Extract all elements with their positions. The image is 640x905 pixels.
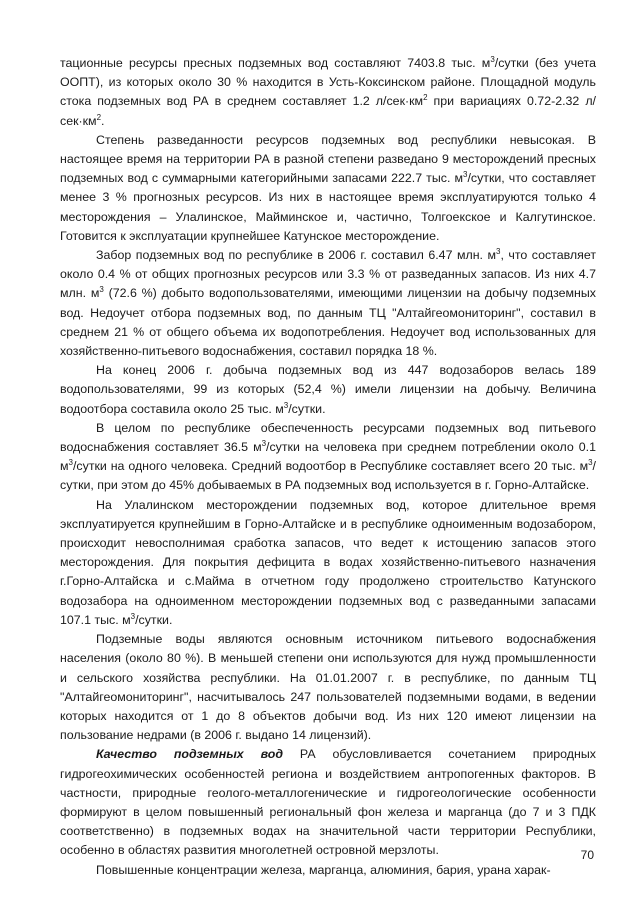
paragraph-4 xyxy=(60,361,596,419)
paragraph-text: при вариациях 0.72-2.32 л/сек·км xyxy=(60,94,596,128)
paragraph-2 xyxy=(60,131,596,246)
paragraph-text: (72.6 %) добыто водопользователями, имеющими лицензии на добычу подземных вод. Недоучет отбора подземных вод, по данным ТЦ "Алтайгеомониторинг", составил в среднем 21 % от общего объема их водопотребления. Недоучет вод использованных для хозяйственно-питьевого водоснабжения, составил порядка 18 %. xyxy=(60,286,596,359)
paragraph-text: , что составляет около 0.4 % от общих прогнозных ресурсов или 3.3 % от разведанных запасов. Из них 4.7 млн. м xyxy=(60,248,596,301)
paragraph-7 xyxy=(60,630,596,745)
paragraph-text: /сутки на одного человека. Средний водоотбор в Республике составляет всего 20 тыс. м xyxy=(72,459,589,474)
paragraph-text: На Улалинском месторождении подземных вод, которое длительное время эксплуатируется крупнейшим в Горно-Алтайске и в республике одноименным водозабором, происходит невосполнимая сработка запасов, что ведет к истощению запасов этого месторождения. Для покрытия дефицита в водах хозяйственно-питьевого назначения г.Горно-Алтайска и с.Майма в отчетном году продолжено строительство Катунского водозабора на одноименном месторождении подземных вод с разведанными запасами 107.1 тыс. м xyxy=(60,497,596,627)
superscript: 2 xyxy=(423,93,428,103)
paragraph-text: Повышенные концентрации железа, марганца, алюминия, бария, урана харак- xyxy=(96,862,551,877)
paragraph-text: /сутки, при этом до 45% добываемых в РА подземных вод используется в г. Горно-Алтайске. xyxy=(60,459,596,493)
superscript: 3 xyxy=(283,400,289,410)
paragraph-text: /сутки. xyxy=(135,612,173,627)
superscript: 3 xyxy=(588,458,593,468)
section-heading-inline: Качество подземных вод xyxy=(96,747,283,762)
paragraph-text: РА обусловливается сочетанием природных гидрогеохимических особенностей региона и воздействием антропогенных факторов. В частности, природные геолого-металлогенические и гидрогеологические особенности формируют в целом повышенный региональный фон железа и марганца (до 7 и 3 ПДК соответственно) в подземных водах на значительной части территории Республики, особенно в областях развития многолетней островной мерзлоты. xyxy=(60,747,596,858)
superscript: 3 xyxy=(261,439,267,449)
paragraph-text: Степень разведанности ресурсов подземных вод республики невысокая. В настоящее время на территории РА в разной степени разведано 9 месторождений пресных подземных вод с суммарными категорийными запасами 222.7 тыс. м xyxy=(60,132,596,186)
paragraph-text: /сутки, что составляет менее 3 % прогнозных ресурсов. Из них в настоящее время эксплуатируются только 4 месторождения – Улалинское, Майминское и, частично, Толгоекское и Калгутинское. Готовится к эксплуатации крупнейшее Катунское месторождение. xyxy=(60,171,596,243)
paragraph-text: Подземные воды являются основным источником питьевого водоснабжения населения (около 80 %). В меньшей степени они используются для нужд промышленности и сельского хозяйства республики. На 01.01.2007 г. в республике, по данным ТЦ "Алтайгеомониторинг", насчитывалось 247 пользователей подземными водами, в ведении которых находится от 1 до 8 объектов добычи вод. Из них 120 имеют лицензии на пользование недрами (в 2006 г. выдано 14 лицензий). xyxy=(60,632,596,743)
superscript: 3 xyxy=(496,247,501,257)
superscript: 3 xyxy=(68,458,73,468)
paragraph-text: тационные ресурсы пресных подземных вод составляют 7403.8 тыс. м xyxy=(60,56,491,70)
superscript: 2 xyxy=(96,112,102,122)
superscript: 3 xyxy=(462,170,468,180)
superscript: 3 xyxy=(130,611,136,621)
paragraph-6 xyxy=(60,496,596,630)
paragraph-1 xyxy=(60,54,596,131)
page-number: 70 xyxy=(580,848,594,862)
paragraph-text: В целом по республике обеспеченность ресурсами подземных вод питьевого водоснабжения составляет 36.5 м xyxy=(60,420,596,455)
paragraph-5 xyxy=(60,419,596,496)
paragraph-text: . xyxy=(101,113,105,128)
paragraph-8 xyxy=(60,745,596,860)
document-body xyxy=(60,54,596,880)
paragraph-text: На конец 2006 г. добыча подземных вод из 447 водозаборов велась 189 водопользователями, 99 из которых (52,4 %) имели лицензии на добычу. Величина водоотбора составила около 25 тыс. м xyxy=(60,363,596,416)
paragraph-text: Забор подземных вод по республике в 2006 г. составил 6.47 млн. м xyxy=(96,248,496,263)
paragraph-text: /сутки на человека при среднем потреблении около 0.1 м xyxy=(60,440,596,474)
superscript: 3 xyxy=(490,55,495,64)
paragraph-9 xyxy=(60,861,596,880)
paragraph-3 xyxy=(60,246,596,361)
superscript: 3 xyxy=(99,285,104,295)
paragraph-text: /сутки (без учета ООПТ), из которых около 30 % находится в Усть-Коксинском районе. Площадной модуль стока подземных вод РА в среднем составляет 1.2 л/сек·км xyxy=(60,56,596,109)
paragraph-text: /сутки. xyxy=(288,401,326,416)
